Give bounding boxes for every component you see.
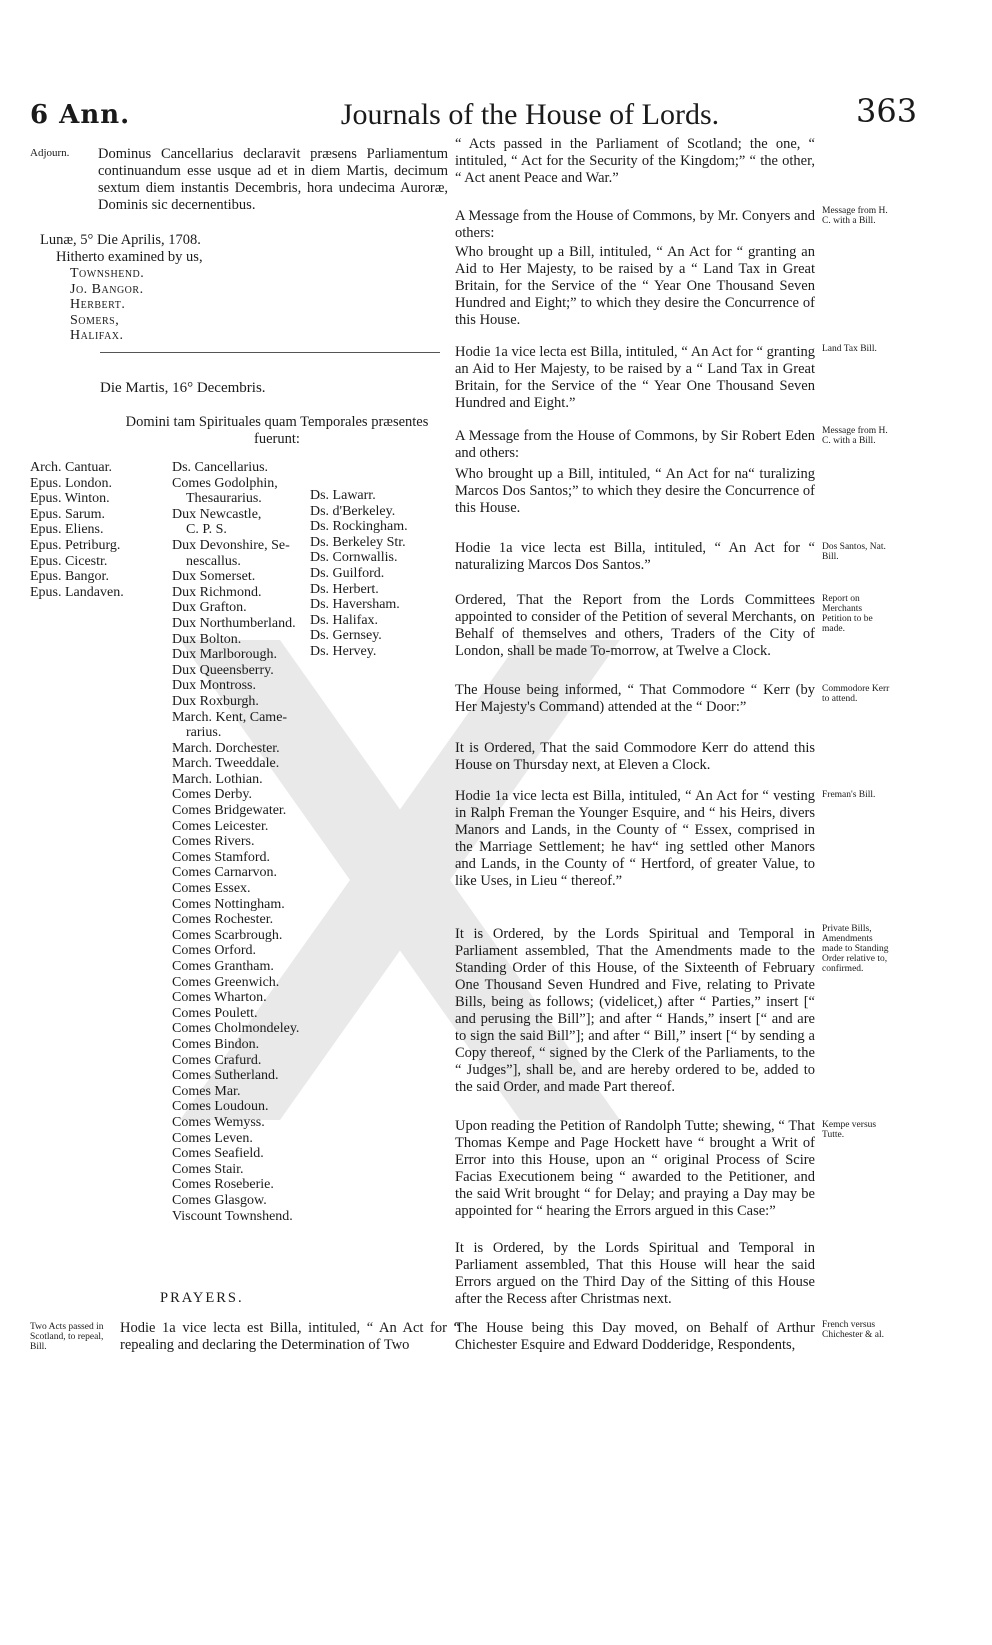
list-item: rarius. xyxy=(186,725,222,741)
lords-list-a xyxy=(172,460,299,1224)
list-item: Dux Grafton. xyxy=(172,600,247,616)
list-item: Epus. Eliens. xyxy=(30,522,104,538)
list-item: Ds. Haversham. xyxy=(310,597,400,613)
list-item: Comes Sutherland. xyxy=(172,1068,279,1084)
list-item: Comes Leicester. xyxy=(172,818,269,834)
two-acts-paragraph: Hodie 1a vice lecta est Billa, intituled, “ An Act for “ repealing and declaring the Determination of Two xyxy=(120,1320,460,1353)
list-item: Viscount Townshend. xyxy=(172,1208,293,1224)
examined-date: Lunæ, 5° Die Aprilis, 1708. xyxy=(40,232,201,248)
list-item: Comes Rivers. xyxy=(172,834,255,850)
list-item: Ds. d'Berkeley. xyxy=(310,503,396,519)
list-item: Comes Stamford. xyxy=(172,849,270,865)
margin-note-two-acts: Two Acts passed in Scotland, to repeal, Bill. xyxy=(30,1322,104,1352)
para-tutte-petition: Upon reading the Petition of Randolph Tutte; shewing, “ That Thomas Kempe and Page Hockett have “ brought a Writ of Error into this House, upon an “ original Process of Scire Facias Executionem being “ awarded to the Petitioner, and the said Writ brought “ for Delay; and praying a Day may be appointed for “ hearing the Errors argued in this Case:” xyxy=(455,1118,815,1219)
margin-note-adjourn: Adjourn. xyxy=(30,147,70,159)
list-item: Dux Devonshire, Se- xyxy=(172,537,290,553)
list-item: Ds. Cornwallis. xyxy=(310,550,398,566)
list-item: Comes Cholmondeley. xyxy=(172,1021,300,1037)
list-item: Comes Essex. xyxy=(172,881,251,897)
list-item: Comes Nottingham. xyxy=(172,896,285,912)
para-dos-santos-bill: Who brought up a Bill, intituled, “ An Act for na“ turalizing Marcos Dos Santos;” to which they desire the Concurrence of this House. xyxy=(455,466,815,516)
list-item: Comes Scarbrough. xyxy=(172,927,283,943)
list-item: Comes Glasgow. xyxy=(172,1192,267,1208)
para-merchants-report: Ordered, That the Report from the Lords Committees appointed to consider of the Petition of several Merchants, on Behalf of themselves and others, Traders of the City of London, shall be made To-morrow, at Twelve a Clock. xyxy=(455,592,815,659)
adjourn-paragraph: Dominus Cancellarius declaravit præsens Parliamentum continuandum esse usque ad et in diem Martis, decimum sextum diem instantis Decembris, hora undecima Auroræ, Dominis sic decernentibus. xyxy=(98,146,448,213)
examined-by: Hitherto examined by us, xyxy=(56,249,203,265)
margin-note-french: French versus Chichester & al. xyxy=(822,1320,884,1340)
examiners-list xyxy=(70,266,144,344)
list-item: March. Lothian. xyxy=(172,771,263,787)
list-item: Comes Greenwich. xyxy=(172,974,280,990)
para-freman-bill: Hodie 1a vice lecta est Billa, intituled, “ An Act for “ vesting in Ralph Freman the Younger Esquire, and “ his Heirs, divers Manors and Lands, in the County of “ Essex, comprised in the Marriage Settlement; he hav“ ing settled other Manors and Lands, in the County of “ Hertford, of greater Value, to like Uses, in Lieu “ thereof.” xyxy=(455,788,815,889)
para-commodore-informed: The House being informed, “ That Commodore “ Kerr (by Her Majesty's Command) attended at the “ Door:” xyxy=(455,682,815,715)
margin-note-land-tax: Land Tax Bill. xyxy=(822,344,877,354)
margin-note-freman: Freman's Bill. xyxy=(822,790,876,800)
regnal-year: 6 Ann. xyxy=(30,100,131,130)
list-item: Ds. Hervey. xyxy=(310,643,377,659)
margin-note-merchants: Report on Merchants Petition to be made. xyxy=(822,594,873,634)
list-item: Comes Leven. xyxy=(172,1130,253,1146)
para-land-tax-reading: Hodie 1a vice lecta est Billa, intituled, “ An Act for “ granting an Aid to Her Majesty, to be raised by a “ Land Tax in Great Britain, for the Service of the “ Year One Thousand Seven Hundred and Eight.” xyxy=(455,344,815,411)
list-item: Comes Loudoun. xyxy=(172,1099,269,1115)
list-item: Ds. Halifax. xyxy=(310,612,379,628)
list-item: Epus. Cicestr. xyxy=(30,553,108,569)
margin-note-message-1: Message from H. C. with a Bill. xyxy=(822,206,888,226)
page-header xyxy=(0,0,992,140)
list-item: March. Tweeddale. xyxy=(172,756,280,772)
margin-note-commodore: Commodore Kerr to attend. xyxy=(822,684,890,704)
list-item: Comes Bridgewater. xyxy=(172,803,287,819)
journal-title: Journals of the House of Lords. xyxy=(340,98,720,131)
lords-list-b xyxy=(310,488,408,660)
examiner: Halifax. xyxy=(70,328,124,344)
list-item: Epus. Landaven. xyxy=(30,584,124,600)
list-item: Comes Rochester. xyxy=(172,912,274,928)
list-item: Comes Derby. xyxy=(172,787,252,803)
list-item: Dux Newcastle, xyxy=(172,506,262,522)
list-item: Thesaurarius. xyxy=(186,491,262,507)
list-item: Ds. Berkeley Str. xyxy=(310,534,406,550)
list-item: Epus. Petriburg. xyxy=(30,537,121,553)
list-item: March. Dorchester. xyxy=(172,740,280,756)
list-item: Comes Orford. xyxy=(172,943,256,959)
para-errors-argued: It is Ordered, by the Lords Spiritual and Temporal in Parliament assembled, That this House will hear the said Errors argued on the Third Day of the Sitting of this House after the Recess after Christmas next. xyxy=(455,1240,815,1307)
list-item: Ds. Guilford. xyxy=(310,565,385,581)
list-item: Dux Richmond. xyxy=(172,584,262,600)
list-item: Ds. Rockingham. xyxy=(310,519,408,535)
para-commodore-ordered: It is Ordered, That the said Commodore Kerr do attend this House on Thursday next, at Eleven a Clock. xyxy=(455,740,815,773)
list-item: March. Kent, Came- xyxy=(172,709,288,725)
present-heading: Domini tam Spirituales quam Temporales præsentes fuerunt: xyxy=(125,414,429,447)
para-land-tax-bill: Who brought up a Bill, intituled, “ An Act for “ granting an Aid to Her Majesty, to be raised by a “ Land Tax in Great Britain, for the Service of the “ Year One Thousand Seven Hundred and Eight;” to which they desire the Concurrence of this House. xyxy=(455,244,815,328)
list-item: Comes Stair. xyxy=(172,1161,244,1177)
list-item: Comes Wemyss. xyxy=(172,1114,265,1130)
list-item: Ds. Gernsey. xyxy=(310,628,382,644)
list-item: Dux Bolton. xyxy=(172,631,242,647)
para-private-bills-order: It is Ordered, by the Lords Spiritual and Temporal in Parliament assembled, That the Amendments made to the Standing Order of this House, of the Sixteenth of February One Thousand Seven Hundred and Five, relating to Private Bills, being as follows; (videlicet,) after “ Parties,” insert [“ and perusing the Bill”]; and after “ Hands,” insert [“ and are to sign the said Bill”]; and after “ Bill,” insert [“ by sending a Copy thereof, “ signed by the Clerk of the Parliaments, to the “ Judges”], shall be, and are hereby ordered to be, added to the said Order, and made Part thereof. xyxy=(455,926,815,1095)
list-item: Dux Montross. xyxy=(172,678,257,694)
page-number: 363 xyxy=(856,92,918,130)
list-item: Dux Roxburgh. xyxy=(172,693,259,709)
list-item: Dux Somerset. xyxy=(172,569,256,585)
list-item: Comes Wharton. xyxy=(172,990,267,1006)
list-item: Comes Godolphin, xyxy=(172,475,278,491)
list-item: Ds. Cancellarius. xyxy=(172,460,269,475)
margin-note-message-2: Message from H. C. with a Bill. xyxy=(822,426,888,446)
list-item: Epus. Winton. xyxy=(30,491,110,507)
para-message-commons-1: A Message from the House of Commons, by Mr. Conyers and others: xyxy=(455,208,815,241)
list-item: Epus. Sarum. xyxy=(30,506,106,522)
margin-note-private-bills: Private Bills, Amendments made to Standing Order relative to, confirmed. xyxy=(822,924,889,974)
list-item: nescallus. xyxy=(186,553,241,569)
para-message-commons-2: A Message from the House of Commons, by Sir Robert Eden and others: xyxy=(455,428,815,461)
list-item: C. P. S. xyxy=(186,522,227,538)
list-item: Epus. London. xyxy=(30,475,113,491)
examiner: Townshend. xyxy=(70,266,145,281)
examiner: Somers, xyxy=(70,312,120,328)
list-item: Dux Queensberry. xyxy=(172,662,274,678)
para-dos-santos-reading: Hodie 1a vice lecta est Billa, intituled, “ An Act for “ naturalizing Marcos Dos Santos.” xyxy=(455,540,815,573)
margin-note-kempe: Kempe versus Tutte. xyxy=(822,1120,877,1140)
list-item: Comes Mar. xyxy=(172,1083,241,1099)
list-item: Comes Roseberie. xyxy=(172,1177,274,1193)
list-item: Comes Carnarvon. xyxy=(172,865,277,881)
list-item: Comes Crafurd. xyxy=(172,1052,262,1068)
section-divider xyxy=(100,352,440,353)
list-item: Comes Seafield. xyxy=(172,1146,264,1162)
list-item: Comes Grantham. xyxy=(172,959,274,974)
list-item: Ds. Herbert. xyxy=(310,581,379,597)
para-chichester-motion: The House being this Day moved, on Behalf of Arthur Chichester Esquire and Edward Dodderidge, Respondents, xyxy=(455,1320,815,1353)
list-item: Arch. Cantuar. xyxy=(30,460,113,475)
list-item: Ds. Lawarr. xyxy=(310,488,376,503)
prayers-heading: PRAYERS. xyxy=(160,1290,244,1306)
para-acts-scotland: “ Acts passed in the Parliament of Scotland; the one, “ intituled, “ Act for the Security of the Kingdom;” “ the other, “ Act anent Peace and War.” xyxy=(455,136,815,186)
day-title: Die Martis, 16° Decembris. xyxy=(100,380,266,396)
examiner: Jo. Bangor. xyxy=(70,281,144,297)
list-item: Comes Poulett. xyxy=(172,1005,258,1021)
list-item: Epus. Bangor. xyxy=(30,569,109,585)
list-item: Comes Bindon. xyxy=(172,1036,260,1052)
bishops-list xyxy=(30,460,124,600)
examiner: Herbert. xyxy=(70,297,126,313)
list-item: Dux Northumberland. xyxy=(172,615,296,631)
list-item: Dux Marlborough. xyxy=(172,647,277,663)
margin-note-dos-santos: Dos Santos, Nat. Bill. xyxy=(822,542,886,562)
